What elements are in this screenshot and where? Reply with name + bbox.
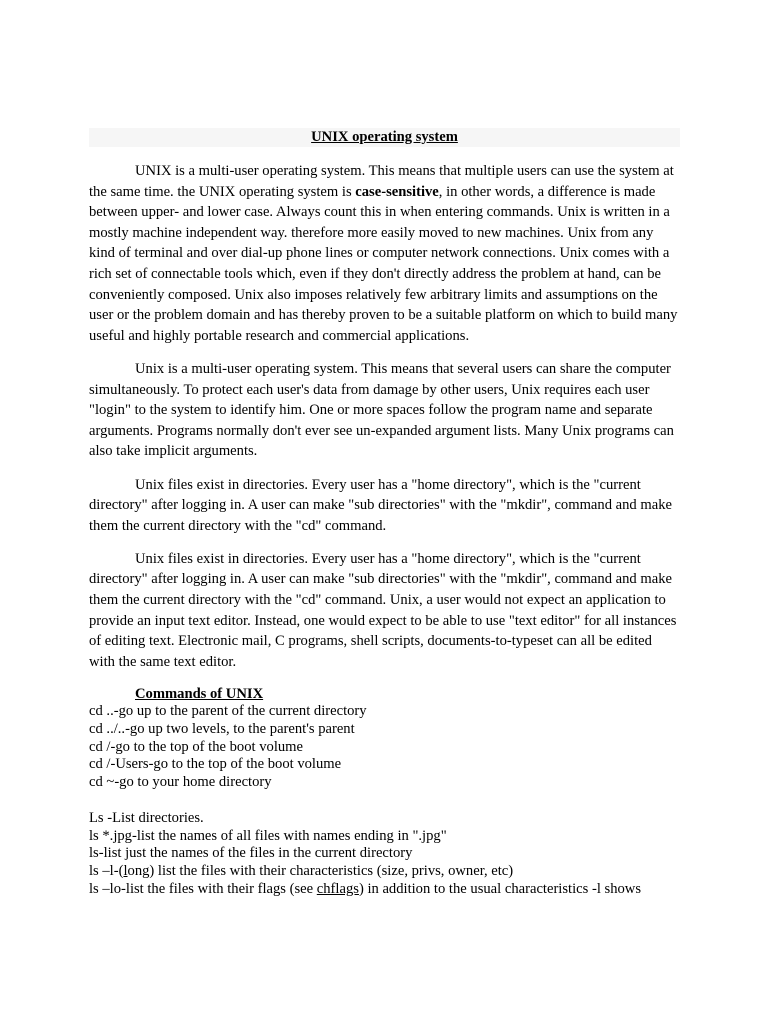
command-line: cd /-Users-go to the top of the boot volume — [89, 756, 342, 773]
page-title: UNIX operating system — [311, 129, 458, 145]
command-line-flags — [89, 881, 681, 899]
paragraph-1 — [89, 161, 681, 346]
command-line: ls-list just the names of the files in the current directory — [89, 845, 413, 862]
paragraph-1-text-a: UNIX is a multi-user operating system. This means that multiple users can use the system at the same time. the UNIX operating system is — [89, 163, 674, 200]
paragraph-3: Unix files exist in directories. Every user has a "home directory", which is the "current directory" after logging in. A user can make "sub directories" with the "mkdir", command and make them the current directory with the "cd" command. — [89, 476, 672, 534]
document-body — [89, 161, 681, 899]
cd-command-list — [89, 703, 681, 792]
paragraph-2: Unix is a multi-user operating system. This means that several users can share the computer simultaneously. To protect each user's data from damage by other users, Unix requires each user "login" to the system to identify him. One or more spaces follow the program name and separate arguments. Programs normally don't ever see un-expanded argument lists. Many Unix programs can also take implicit arguments. — [89, 360, 674, 460]
command-line: cd /-go to the top of the boot volume — [89, 738, 304, 755]
long-underlined-letter: l — [123, 863, 128, 880]
command-line: ls *.jpg-list the names of all files with names ending in ".jpg" — [89, 827, 447, 844]
command-line: Ls -List directories. — [89, 809, 204, 826]
command-line: cd ..-go up to the parent of the current directory — [89, 703, 367, 720]
ls-command-list — [89, 810, 681, 899]
commands-heading: Commands of UNIX — [135, 686, 264, 703]
chflags-link-text: chflags — [316, 881, 359, 897]
long-suffix: ong) list the files with their characteristics (size, privs, owner, etc) — [127, 863, 514, 880]
command-line: cd ../..-go up two levels, to the parent's parent — [89, 720, 355, 737]
paragraph-4: Unix files exist in directories. Every user has a "home directory", which is the "current directory" after logging in. A user can make "sub directories" with the "mkdir", command and make them the current directory with the "cd" command. Unix, a user would not expect an application to provide an input text editor. Instead, one would expect to be able to use "text editor" for all instances of editing text. Electronic mail, C programs, shell scripts, documents-to-typeset can all be edited with the same text editor. — [89, 550, 677, 670]
flags-prefix: ls –lo-list the files with their flags (see — [89, 881, 317, 897]
command-line: cd ~-go to your home directory — [89, 774, 272, 791]
flags-suffix: ) in addition to the usual characteristics -l shows — [358, 881, 642, 897]
list-spacer — [89, 792, 681, 810]
command-line-long — [89, 863, 681, 881]
long-prefix: ls –l-( — [89, 863, 124, 880]
paragraph-1-text-b: , in other words, a difference is made between upper- and lower case. Always count this in when entering commands. Unix is written in a mostly machine independent way. therefore more easily moved to new machines. Unix from any kind of terminal and over dial-up phone lines or computer network connections. Unix comes with a rich set of connectable tools which, even if they don't directly address the problem at hand, can be conveniently composed. Unix also imposes relatively few arbitrary limits and assumptions on the user or the problem domain and has thereby proven to be a suitable platform on which to build many useful and highly portable research and commercial applications. — [89, 183, 678, 344]
paragraph-1-bold: case-sensitive — [355, 183, 439, 200]
